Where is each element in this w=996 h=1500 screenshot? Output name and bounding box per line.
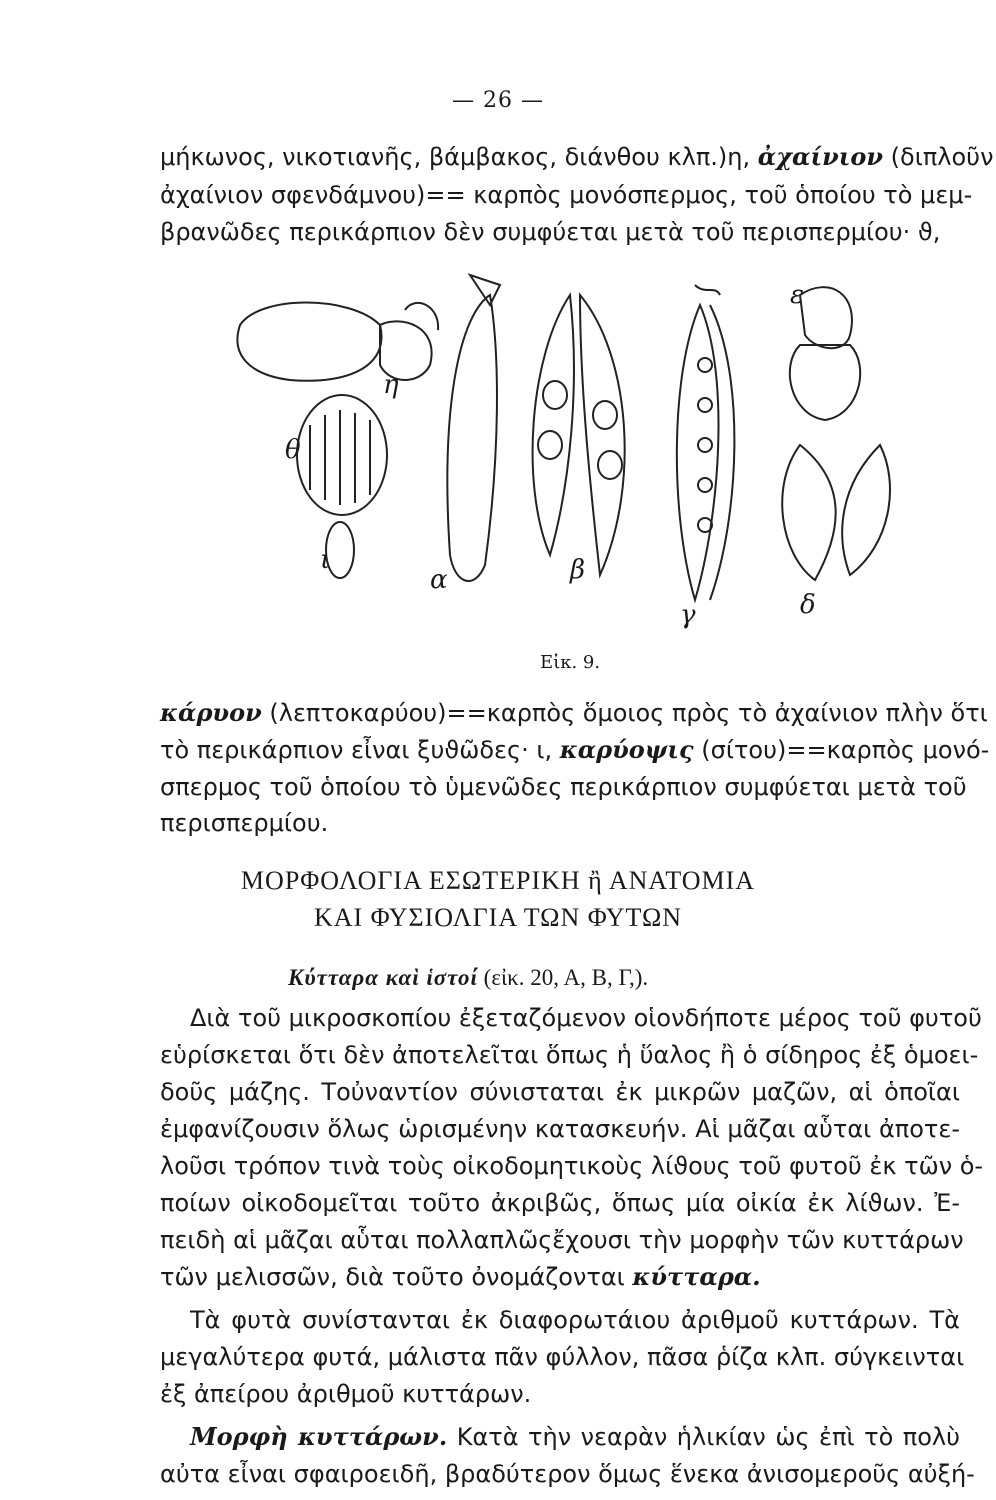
term-karyopsis: καρύοψις <box>559 735 694 764</box>
paragraph-3-line-2: αὐτα εἶναι σφαιροειδῆ, βραδύτερον ὅμως ἕνεκα ἀνισομεροῦς αὐξή- <box>160 1460 975 1488</box>
fruit-delta-drawing <box>782 445 890 580</box>
term-karyon: κάρυον <box>160 698 262 727</box>
intro-line-1-text: μήκωνος, νικοτιανῆς, βάμβακος, διάνθου κλπ.)η, <box>160 143 751 171</box>
paragraph-2-line-3: ἐξ ἀπείρου ἀριθμοῦ κυττάρων. <box>160 1380 532 1408</box>
figure-label-theta: θ <box>285 435 301 465</box>
intro-line-2: ἀχαίνιον σφενδάμνου)== καρπὸς μονόσπερμος, τοῦ ὁποίου τὸ μεμ- <box>160 181 973 209</box>
paragraph-1-line-8 <box>160 1262 960 1292</box>
after-figure-line-2 <box>160 735 990 765</box>
paragraph-1-line-2: εὑρίσκεται ὅτι δὲν ἀποτελεῖται ὅπως ἡ ὕαλος ἢ ὁ σίδηρος ἐξ ὁμοει- <box>160 1041 979 1069</box>
figure-label-beta: β <box>570 555 586 585</box>
paragraph-1-line-4: ἐμφανίζουσιν ὅλως ὡρισμένην κατασκευήν. Αἱ μᾶζαι αὗται ἀποτε- <box>160 1115 960 1143</box>
intro-line-1-end: (διπλοῦν <box>890 143 994 171</box>
paragraph-3-line-1-text: Κατὰ τὴν νεαρὰν ἡλικίαν ὡς ἐπὶ τὸ πολὺ <box>456 1423 960 1451</box>
fruit-eta-drawing <box>237 303 438 381</box>
paragraph-1-line-1: Διὰ τοῦ μικροσκοπίου ἐξεταζόμενον οἱονδήποτε μέρος τοῦ φυτοῦ <box>190 1004 982 1032</box>
fruit-alpha-drawing <box>447 275 500 581</box>
page-number: — 26 — <box>452 88 544 113</box>
paragraph-3-line-1 <box>190 1422 960 1452</box>
intro-line-3: βρανῶδες περικάρπιον δὲν συμφύεται μετὰ τοῦ περισπερμίου· ϑ, <box>160 218 941 246</box>
paragraph-2-line-1: Τὰ φυτὰ συνίστανται ἐκ διαφορωτάιου ἀριθμοῦ κυττάρων. Τὰ <box>190 1306 960 1334</box>
fruit-illustration <box>200 255 900 675</box>
paragraph-1-line-6: ποίων οἰκοδομεῖται τοῦτο ἀκριβῶς, ὅπως μία οἰκία ἐκ λίϑων. Ἐ- <box>160 1189 960 1217</box>
subsection-figure-ref: (εἰκ. 20, Α, Β, Γ,). <box>483 965 649 990</box>
after-figure-line-2-end: (σίτου)==καρπὸς μονό- <box>701 736 990 764</box>
fruit-drawings <box>200 255 900 675</box>
figure-label-delta: δ <box>800 590 816 620</box>
figure-label-iota: ι <box>320 545 331 575</box>
after-figure-line-2-start: τὸ περικάρπιον εἶναι ξυϑῶδες· ι, <box>160 736 553 764</box>
figure-label-eta: η <box>383 370 399 400</box>
section-heading-line-2: ΚΑΙ ΦΥΣΙΟΛΓΙΑ ΤΩΝ ΦΥΤΩΝ <box>313 903 683 932</box>
subsection-title-text: Κύτταρα καὶ ἱστοί <box>288 965 478 990</box>
fruit-beta-drawing <box>533 295 625 575</box>
after-figure-line-1-text: (λεπτοκαρύου)==καρπὸς ὅμοιος πρὸς τὸ ἀχαίνιον πλὴν ὅτι <box>269 699 988 727</box>
after-figure-line-4: περισπερμίου. <box>160 809 329 837</box>
figure-label-gamma: γ <box>680 600 696 630</box>
after-figure-line-1 <box>160 698 988 728</box>
term-morfi-kyttaron: Μορφὴ κυττάρων. <box>190 1422 448 1451</box>
intro-line-1 <box>160 142 994 172</box>
paragraph-2-line-2: μεγαλύτερα φυτά, μάλιστα πᾶν φύλλον, πᾶσα ῥίζα κλπ. σύγκεινται <box>160 1343 965 1371</box>
section-heading-line-1: ΜΟΡΦΟΛΟΓΙΑ ΕΣΩΤΕΡΙΚΗ ἢ ΑΝΑΤΟΜΙΑ <box>240 866 756 895</box>
figure-label-alpha: α <box>430 565 448 595</box>
figure-caption: Εἰκ. 9. <box>540 652 601 673</box>
term-kyttara: κύτταρα. <box>632 1262 761 1291</box>
subsection-title <box>288 965 648 991</box>
fruit-gamma-drawing <box>677 285 735 600</box>
paragraph-1-line-5: λοῦσι τρόπον τινὰ τοὺς οἰκοδομητικοὺς λίϑους τοῦ φυτοῦ ἐκ τῶν ὁ- <box>160 1152 984 1180</box>
term-achainion: ἀχαίνιον <box>757 142 884 171</box>
paragraph-1-line-3: δοῦς μάζης. Τοὐναντίον σύνισταται ἐκ μικρῶν μαζῶν, αἱ ὁποῖαι <box>160 1078 960 1106</box>
figure-label-epsilon: ε <box>790 280 804 310</box>
paragraph-1-line-8-text: τῶν μελισσῶν, διὰ τοῦτο ὀνομάζονται <box>160 1263 625 1291</box>
after-figure-line-3: σπερμος τοῦ ὁποίου τὸ ὑμενῶδες περικάρπιον συμφύεται μετὰ τοῦ <box>160 773 967 801</box>
paragraph-1-line-7: πειδὴ αἱ μᾶζαι αὗται πολλαπλῶςἔχουσι τὴν μορφὴν τῶν κυττάρων <box>160 1226 964 1254</box>
